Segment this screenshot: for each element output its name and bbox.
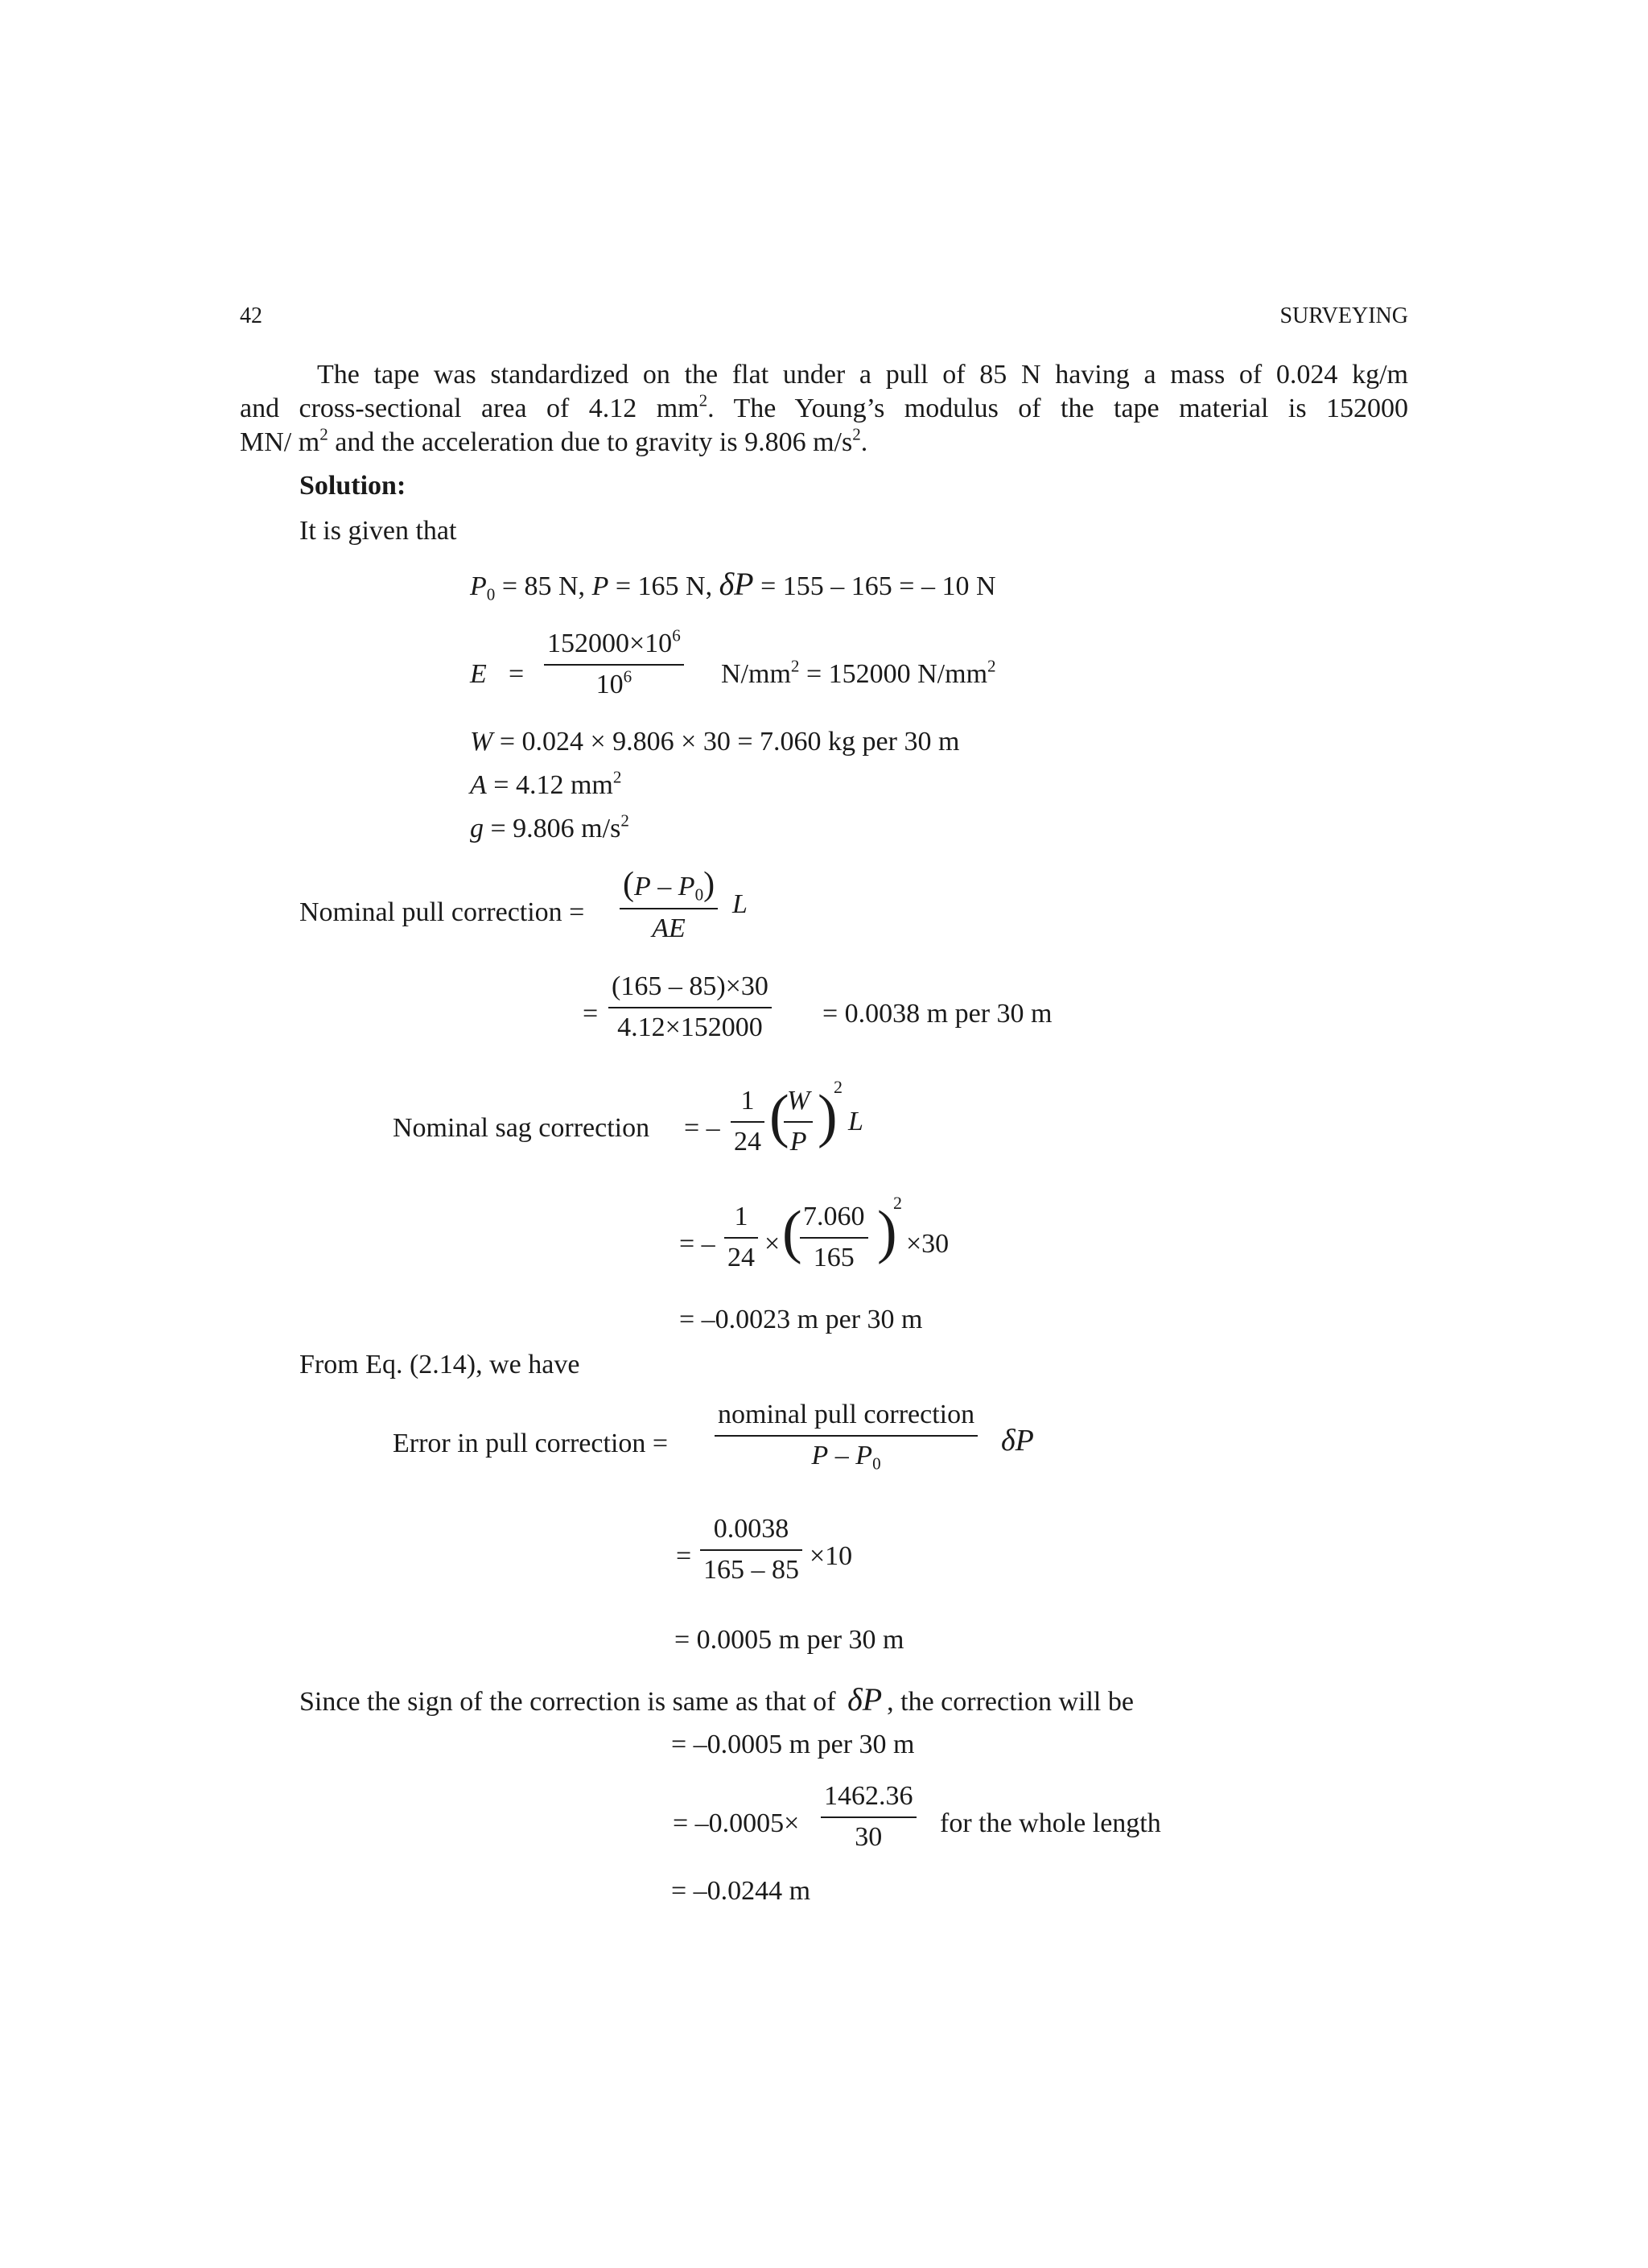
operator: –	[828, 1440, 856, 1470]
g-line	[470, 810, 629, 846]
superscript: 2	[852, 424, 861, 444]
numerator	[544, 625, 684, 664]
denominator: AE	[652, 913, 686, 944]
error-fraction	[715, 1399, 978, 1473]
pull-step2-fraction	[608, 971, 772, 1045]
text: Since the sign of the correction is same as that of	[299, 1687, 836, 1717]
pull-tail: L	[732, 889, 748, 919]
final-line-1: = –0.0005 m per 30 m	[671, 1730, 915, 1759]
superscript: 2	[319, 424, 328, 444]
error-label: Error in pull correction =	[393, 1429, 669, 1458]
symbol: P	[591, 571, 609, 601]
intro-line-2	[240, 390, 1408, 426]
delta-p-symbol: δP	[719, 566, 754, 602]
error-step2-fraction	[700, 1513, 802, 1587]
text: N/mm	[721, 659, 791, 689]
left-paren: (	[782, 1199, 802, 1265]
symbol: P	[634, 872, 651, 901]
e-equals: =	[509, 659, 525, 689]
value: = 85 N,	[495, 571, 586, 601]
superscript: 6	[623, 666, 632, 687]
denominator: 24	[727, 1242, 755, 1272]
symbol: P	[855, 1440, 873, 1470]
symbol: P	[678, 872, 695, 901]
pull-step2-result: = 0.0038 m per 30 m	[822, 999, 1053, 1029]
text: , the correction will be	[887, 1687, 1134, 1717]
left-paren: (	[769, 1083, 789, 1149]
value: = 9.806 m/s	[484, 814, 621, 843]
text: 10	[595, 669, 624, 699]
superscript: 2	[790, 656, 800, 676]
sag-eq: = –	[684, 1113, 720, 1143]
sag-tail: L	[848, 1107, 863, 1136]
sag-w-over-p	[784, 1085, 813, 1159]
final-line-2-eq: = –0.0005×	[673, 1808, 800, 1838]
numerator: 7.060	[803, 1202, 865, 1231]
delta-p-symbol: δP	[847, 1681, 883, 1717]
numerator: 1462.36	[824, 1781, 913, 1811]
superscript: 2	[698, 390, 708, 410]
value: = 165 N,	[608, 571, 713, 601]
error-step2-eq: =	[676, 1541, 692, 1571]
right-paren: )	[818, 1083, 838, 1149]
times-sign: ×	[764, 1229, 781, 1259]
value: = 155 – 165 = – 10 N	[753, 571, 996, 601]
superscript: 6	[672, 625, 681, 645]
from-eq-text: From Eq. (2.14), we have	[299, 1350, 580, 1379]
numerator: 1	[740, 1086, 755, 1115]
denominator: 24	[734, 1126, 761, 1157]
intro-text: .	[860, 427, 868, 457]
intro-line-3	[240, 424, 868, 460]
sag-one-over-24	[731, 1085, 764, 1159]
value: = 4.12 mm	[486, 770, 613, 800]
sag-step2-exponent: 2	[893, 1193, 902, 1213]
numerator: W	[787, 1086, 810, 1115]
denominator	[593, 666, 636, 702]
intro-text: and the acceleration due to gravity is 9.806 m/s	[328, 427, 853, 457]
intro-line-1: The tape was standardized on the flat under a pull of 85 N having a mass of 0.024 kg/m	[317, 360, 1408, 390]
e-units	[721, 658, 996, 691]
running-title: SURVEYING	[1279, 303, 1408, 328]
denominator	[809, 1437, 884, 1473]
denominator: 30	[855, 1821, 883, 1852]
numerator: 1	[734, 1202, 748, 1231]
since-text	[299, 1680, 1134, 1719]
sag-step2-eq: = –	[679, 1229, 715, 1259]
denominator: 4.12×152000	[617, 1012, 763, 1042]
page-number: 42	[240, 303, 262, 328]
symbol: g	[470, 814, 484, 843]
numerator: nominal pull correction	[718, 1400, 975, 1429]
superscript: 2	[987, 656, 996, 676]
numerator: (165 – 85)×30	[612, 971, 768, 1001]
subscript: 0	[872, 1454, 881, 1474]
e-symbol: E	[470, 659, 487, 689]
given-forces	[470, 565, 996, 604]
value: = 0.024 × 9.806 × 30 = 7.060 kg per 30 m	[492, 727, 960, 757]
text: 152000×10	[547, 629, 673, 658]
superscript: 2	[612, 767, 622, 787]
denominator: 165	[813, 1242, 855, 1272]
given-text: It is given that	[299, 516, 457, 546]
final-line-3: = –0.0244 m	[671, 1876, 811, 1906]
text: = 152000 N/mm	[799, 659, 988, 689]
paren: (	[623, 866, 634, 903]
paren: )	[703, 866, 715, 903]
intro-text: . The Young’s modulus of the tape material is 152000	[707, 394, 1408, 423]
sag-result: = –0.0023 m per 30 m	[679, 1305, 923, 1334]
symbol: W	[470, 727, 493, 757]
pull-label: Nominal pull correction =	[299, 897, 585, 927]
symbol: A	[470, 770, 487, 800]
final-line-2-tail: for the whole length	[940, 1808, 1161, 1838]
error-result: = 0.0005 m per 30 m	[674, 1625, 904, 1655]
final-fraction	[821, 1780, 917, 1854]
subscript: 0	[694, 885, 704, 905]
sag-step2-ratio	[800, 1201, 868, 1275]
numerator: 0.0038	[713, 1514, 789, 1544]
denominator: P	[789, 1126, 807, 1157]
pull-step2-eq: =	[583, 999, 599, 1029]
error-tail: δP	[1001, 1424, 1034, 1458]
solution-heading: Solution:	[299, 471, 406, 501]
intro-text: MN/ m	[240, 427, 320, 457]
a-line	[470, 769, 621, 802]
error-step2-tail: ×10	[810, 1541, 853, 1571]
numerator	[620, 864, 718, 908]
operator: –	[650, 872, 678, 901]
w-line	[470, 726, 959, 759]
sag-step2-one-over-24	[724, 1201, 758, 1275]
sag-exponent: 2	[834, 1077, 843, 1097]
superscript: 2	[620, 810, 629, 831]
sag-step2-tail: ×30	[906, 1229, 950, 1259]
denominator: 165 – 85	[703, 1554, 799, 1585]
symbol: P	[470, 571, 487, 601]
symbol: P	[811, 1440, 829, 1470]
right-paren: )	[877, 1199, 897, 1265]
intro-text: and cross-sectional area of 4.12 mm	[240, 394, 699, 423]
sag-label: Nominal sag correction	[393, 1113, 650, 1143]
e-fraction	[544, 625, 684, 702]
subscript: 0	[486, 584, 496, 604]
pull-fraction	[620, 864, 718, 946]
